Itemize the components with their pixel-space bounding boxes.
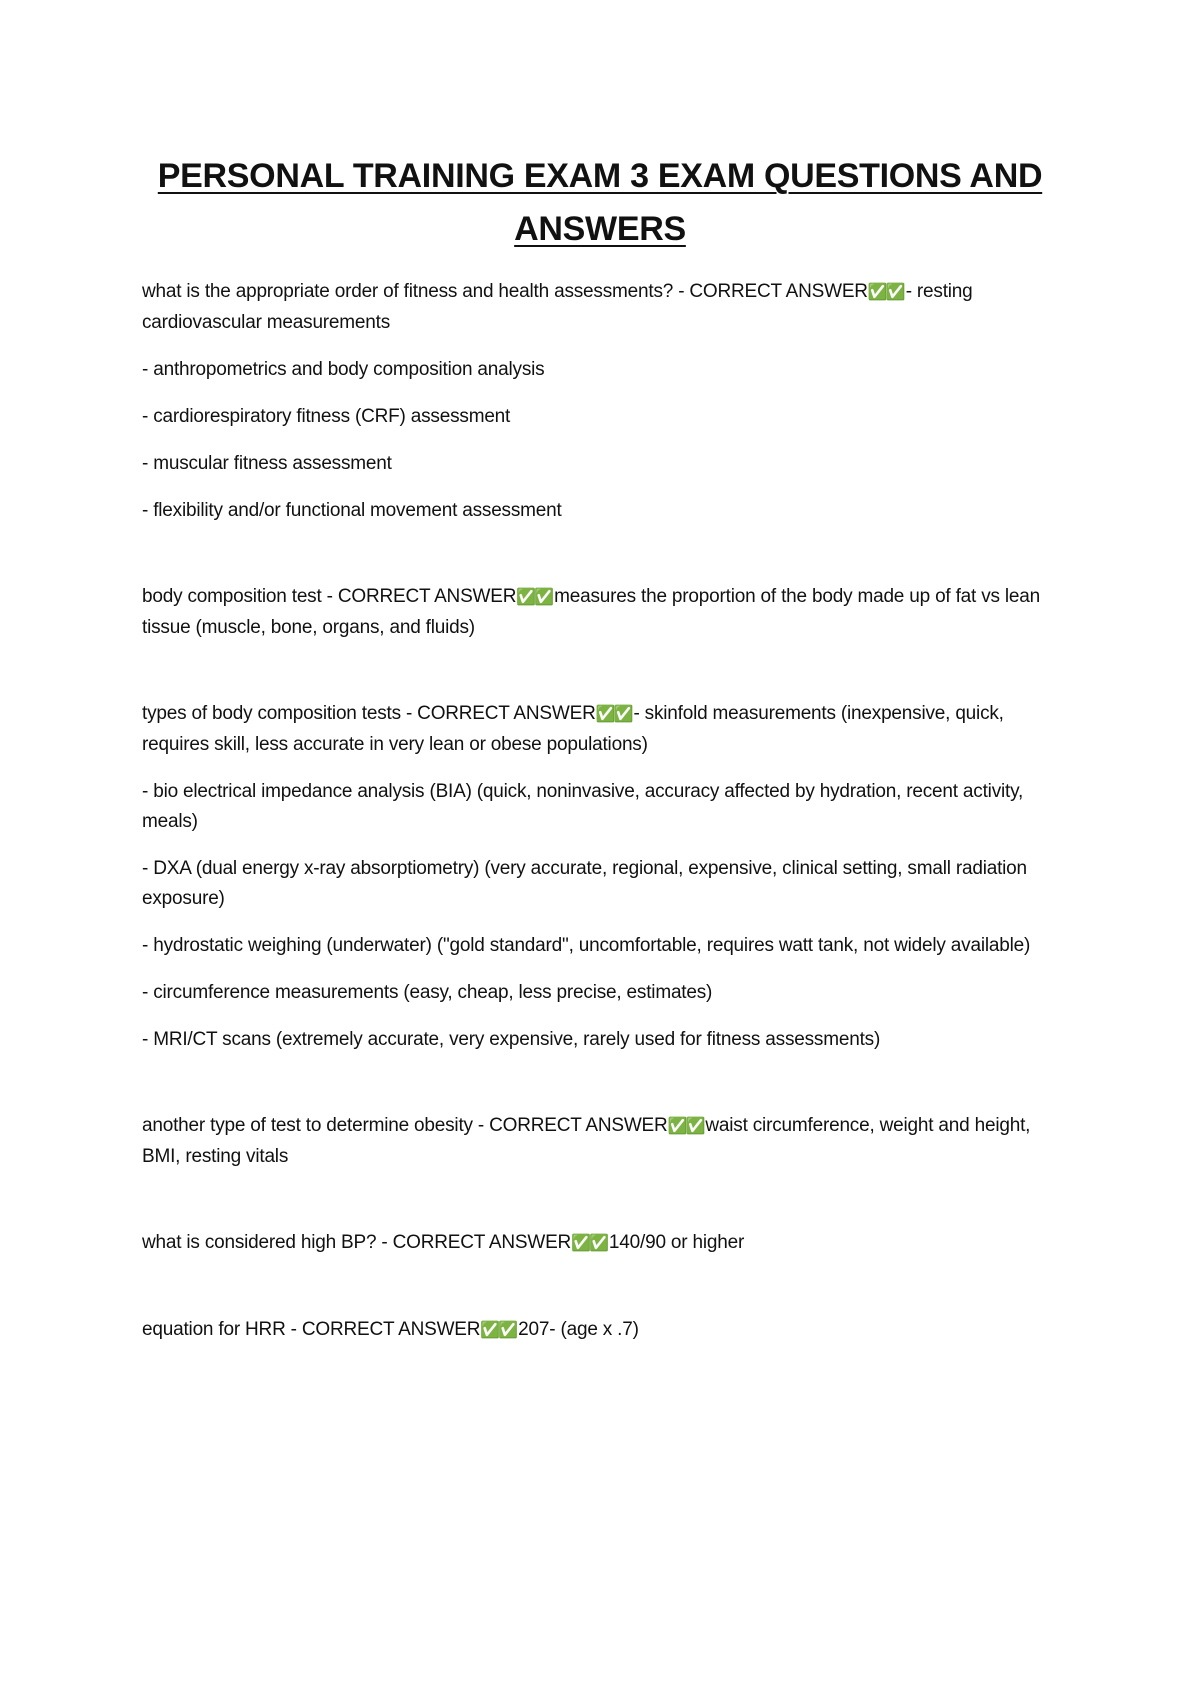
title-line-2: ANSWERS xyxy=(514,210,686,248)
answer-text: 207- (age x .7) xyxy=(518,1319,639,1340)
answer-text: - resting cardiovascular measurements xyxy=(142,281,973,333)
qa-list xyxy=(142,277,1057,1346)
entry-spacer xyxy=(142,643,1057,699)
entry-spacer xyxy=(142,1172,1057,1228)
qa-question-line xyxy=(142,1315,1057,1346)
question-text: what is the appropriate order of fitness and health assessments? - CORRECT ANSWER xyxy=(142,281,868,302)
qa-entry-obesity-test xyxy=(142,1111,1057,1172)
title-line-1: PERSONAL TRAINING EXAM 3 EXAM QUESTIONS AND xyxy=(157,157,1043,195)
answer-line: - cardiorespiratory fitness (CRF) assessment xyxy=(142,406,511,427)
question-text: what is considered high BP? - CORRECT ANSWER xyxy=(142,1232,572,1253)
question-text: equation for HRR - CORRECT ANSWER xyxy=(142,1319,481,1340)
question-text: body composition test - CORRECT ANSWER xyxy=(142,586,517,607)
answer-line: - bio electrical impedance analysis (BIA) (quick, noninvasive, accuracy affected by hydration, recent activity, meals) xyxy=(142,781,1024,832)
answer-line: - muscular fitness assessment xyxy=(142,453,392,474)
qa-entry-order-of-assessments xyxy=(142,277,1057,526)
qa-question-line xyxy=(142,277,1057,338)
answer-line: - DXA (dual energy x-ray absorptiometry) (very accurate, regional, expensive, clinical setting, small radiation exposure) xyxy=(142,858,1027,909)
answer-line: - MRI/CT scans (extremely accurate, very expensive, rarely used for fitness assessments) xyxy=(142,1029,881,1050)
check-mark-icon: ✅✅ xyxy=(516,589,553,606)
entry-spacer xyxy=(142,1259,1057,1315)
check-mark-icon: ✅✅ xyxy=(667,1118,704,1135)
answer-text: - skinfold measurements (inexpensive, quick, requires skill, less accurate in very lean or obese populations) xyxy=(142,703,1004,755)
qa-entry-body-composition-test xyxy=(142,582,1057,643)
question-text: types of body composition tests - CORRECT ANSWER xyxy=(142,703,596,724)
qa-entry-types-of-tests xyxy=(142,699,1057,1055)
check-mark-icon: ✅✅ xyxy=(480,1322,517,1339)
answer-text: waist circumference, weight and height, BMI, resting vitals xyxy=(142,1115,1031,1167)
check-mark-icon: ✅✅ xyxy=(595,706,632,723)
answer-text: 140/90 or higher xyxy=(608,1232,745,1253)
qa-entry-hrr-equation xyxy=(142,1315,1057,1346)
question-text: another type of test to determine obesity - CORRECT ANSWER xyxy=(142,1115,668,1136)
answer-line: - anthropometrics and body composition analysis xyxy=(142,359,545,380)
qa-question-line xyxy=(142,582,1057,643)
entry-spacer xyxy=(142,1055,1057,1111)
answer-line: - hydrostatic weighing (underwater) ("gold standard", uncomfortable, requires watt tank, not widely available) xyxy=(142,935,1031,956)
answer-line: - circumference measurements (easy, cheap, less precise, estimates) xyxy=(142,982,713,1003)
entry-spacer xyxy=(142,526,1057,582)
qa-question-line xyxy=(142,699,1057,760)
answer-text: measures the proportion of the body made up of fat vs lean tissue (muscle, bone, organs, and fluids) xyxy=(142,586,1040,638)
qa-entry-high-bp xyxy=(142,1228,1057,1259)
check-mark-icon: ✅✅ xyxy=(571,1235,607,1252)
qa-question-line xyxy=(142,1111,1057,1172)
qa-question-line xyxy=(142,1228,1057,1259)
check-mark-icon: ✅✅ xyxy=(867,284,904,301)
answer-line: - flexibility and/or functional movement assessment xyxy=(142,500,562,521)
document-title xyxy=(150,150,1050,256)
